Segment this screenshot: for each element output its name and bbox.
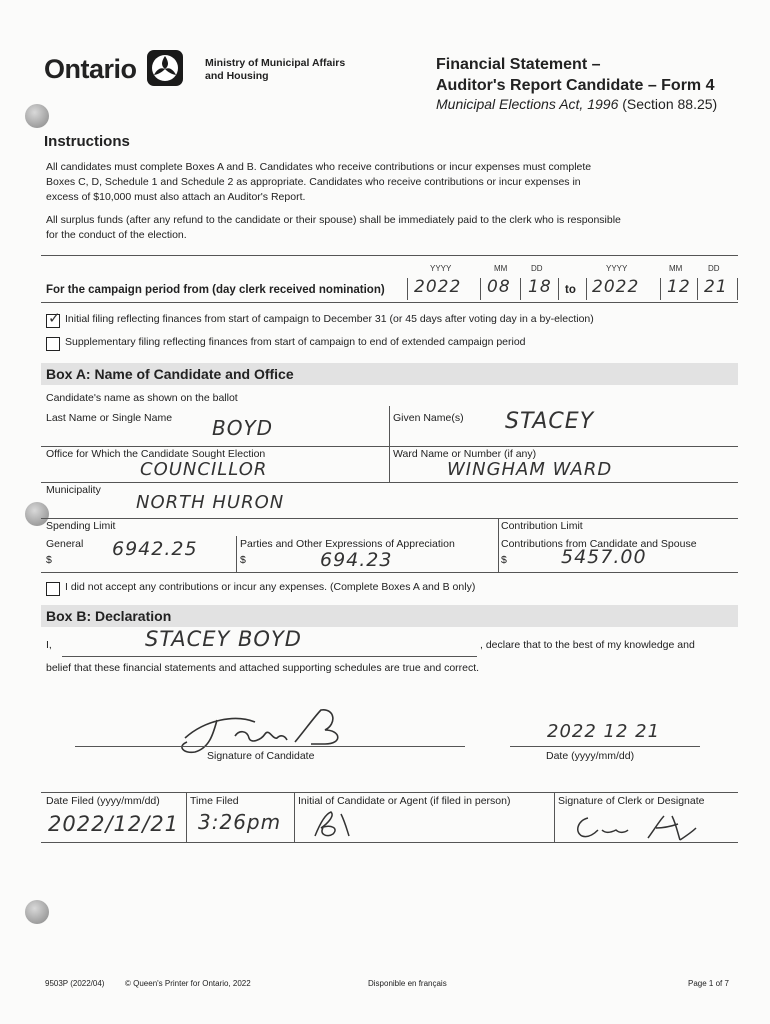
field-divider	[498, 518, 499, 572]
date-box-divider	[586, 278, 587, 300]
ontario-trillium-logo	[147, 50, 183, 86]
parties-limit-field[interactable]: 694.23	[320, 549, 393, 571]
belief-text: belief that these financial statements and attached supporting schedules are true and correct.	[46, 662, 480, 674]
office-field[interactable]: COUNCILLOR	[140, 459, 268, 480]
general-dollar-sign: $	[46, 554, 52, 566]
date-box-divider	[737, 278, 738, 300]
declaration-i-label: I,	[46, 639, 52, 651]
field-divider	[554, 792, 555, 842]
contribution-limit-field[interactable]: 5457.00	[561, 546, 647, 568]
divider	[41, 792, 738, 793]
given-name-label: Given Name(s)	[393, 412, 464, 424]
box-b-heading: Box B: Declaration	[41, 605, 738, 627]
declaration-date-label: Date (yyyy/mm/dd)	[546, 750, 635, 762]
to-mm-header: MM	[669, 264, 683, 273]
form-title: Financial Statement – Auditor's Report Candidate – Form 4	[436, 56, 715, 94]
spending-limit-label: Spending Limit	[46, 520, 116, 532]
to-day-field[interactable]: 21	[704, 277, 728, 297]
municipality-label: Municipality	[46, 484, 101, 496]
supplementary-filing-checkbox[interactable]	[46, 337, 60, 351]
form-code: 9503P (2022/04)	[45, 979, 105, 988]
office-label: Office for Which the Candidate Sought Election	[46, 448, 266, 460]
time-filed-field[interactable]: 3:26pm	[198, 810, 282, 834]
ontario-wordmark: Ontario	[44, 54, 137, 84]
act-reference: Municipal Elections Act, 1996 (Section 88.25)	[436, 96, 718, 112]
divider	[41, 518, 738, 519]
last-name-field[interactable]: BOYD	[212, 416, 274, 440]
signature-line	[75, 746, 465, 747]
date-filed-field[interactable]: 2022/12/21	[48, 812, 180, 836]
contribution-limit-label: Contribution Limit	[501, 520, 583, 532]
last-name-label: Last Name or Single Name	[46, 412, 173, 424]
field-divider	[294, 792, 295, 842]
field-divider	[389, 406, 390, 446]
to-label: to	[565, 284, 576, 296]
initial-filing-checkbox[interactable]	[46, 309, 62, 328]
instructions-paragraph-2: All surplus funds (after any refund to the candidate or their spouse) shall be immediately paid to the clerk who is responsible for the conduct of the election.	[46, 214, 621, 241]
declarant-name-line	[62, 656, 477, 657]
to-yyyy-header: YYYY	[606, 264, 628, 273]
general-label: General	[46, 538, 84, 550]
from-day-field[interactable]: 18	[528, 277, 552, 297]
divider	[41, 302, 738, 303]
supplementary-filing-label: Supplementary filing reflecting finances from start of campaign to end of extended campaign period	[65, 336, 526, 348]
ballot-name-note: Candidate's name as shown on the ballot	[46, 392, 238, 404]
date-box-divider	[520, 278, 521, 300]
from-mm-header: MM	[494, 264, 508, 273]
declaration-date-field[interactable]: 2022 12 21	[547, 721, 661, 742]
ward-label: Ward Name or Number (if any)	[393, 448, 537, 460]
signature-of-candidate-label: Signature of Candidate	[207, 750, 315, 762]
date-box-divider	[407, 278, 408, 300]
date-box-divider	[697, 278, 698, 300]
clerk-signature-label: Signature of Clerk or Designate	[558, 795, 705, 807]
instructions-heading: Instructions	[44, 133, 130, 150]
instructions-paragraph-1: All candidates must complete Boxes A and B. Candidates who receive contributions or incur expenses must complete Boxes C, D, Schedule 1 and Schedule 2 as appropriate. Candidates who receive contributions or incur expenses in excess of $10,000 must also attach an Auditor's Report.	[46, 161, 592, 203]
from-yyyy-header: YYYY	[430, 264, 452, 273]
binder-hole	[25, 104, 49, 128]
ministry-name: Ministry of Municipal Affairs and Housing	[205, 57, 346, 82]
date-filed-label: Date Filed (yyyy/mm/dd)	[46, 795, 160, 807]
from-year-field[interactable]: 2022	[414, 277, 462, 297]
field-divider	[389, 446, 390, 482]
no-contributions-label: I did not accept any contributions or incur any expenses. (Complete Boxes A and B only)	[65, 581, 476, 593]
copyright-notice: © Queen's Printer for Ontario, 2022	[125, 979, 251, 988]
parties-dollar-sign: $	[240, 554, 246, 566]
from-month-field[interactable]: 08	[487, 277, 511, 297]
agent-initial-image	[305, 806, 365, 840]
ward-field[interactable]: WINGHAM WARD	[447, 459, 613, 480]
campaign-period-label: For the campaign period from (day clerk received nomination)	[46, 284, 385, 296]
given-name-field[interactable]: STACEY	[505, 409, 595, 434]
declarant-name-field[interactable]: STACEY BOYD	[145, 627, 302, 651]
contributions-label: Contributions from Candidate and Spouse	[501, 538, 697, 550]
divider	[41, 255, 738, 256]
to-month-field[interactable]: 12	[667, 277, 691, 297]
municipality-field[interactable]: NORTH HURON	[136, 492, 285, 513]
general-spending-limit-field[interactable]: 6942.25	[112, 538, 198, 560]
time-filed-label: Time Filed	[190, 795, 239, 807]
contributions-dollar-sign: $	[501, 554, 507, 566]
binder-hole	[25, 900, 49, 924]
box-a-heading: Box A: Name of Candidate and Office	[41, 363, 738, 385]
clerk-signature-image	[568, 810, 708, 844]
parties-label: Parties and Other Expressions of Appreciation	[240, 538, 455, 550]
date-line	[510, 746, 700, 747]
field-divider	[236, 536, 237, 572]
date-box-divider	[660, 278, 661, 300]
to-dd-header: DD	[708, 264, 720, 273]
page-number: Page 1 of 7	[688, 979, 729, 988]
declaration-text: , declare that to the best of my knowledge and	[480, 639, 695, 651]
no-contributions-checkbox[interactable]	[46, 582, 60, 596]
to-year-field[interactable]: 2022	[592, 277, 640, 297]
date-box-divider	[558, 278, 559, 300]
field-divider	[186, 792, 187, 842]
initial-filing-label: Initial filing reflecting finances from start of campaign to December 31 (or 45 days after voting day in a by-election)	[65, 313, 594, 325]
check-mark-icon: ✓	[48, 309, 62, 327]
from-dd-header: DD	[531, 264, 543, 273]
date-box-divider	[480, 278, 481, 300]
french-availability-note: Disponible en français	[368, 979, 447, 988]
initial-of-candidate-label: Initial of Candidate or Agent (if filed in person)	[298, 795, 511, 807]
divider	[41, 482, 738, 483]
divider	[41, 572, 738, 573]
